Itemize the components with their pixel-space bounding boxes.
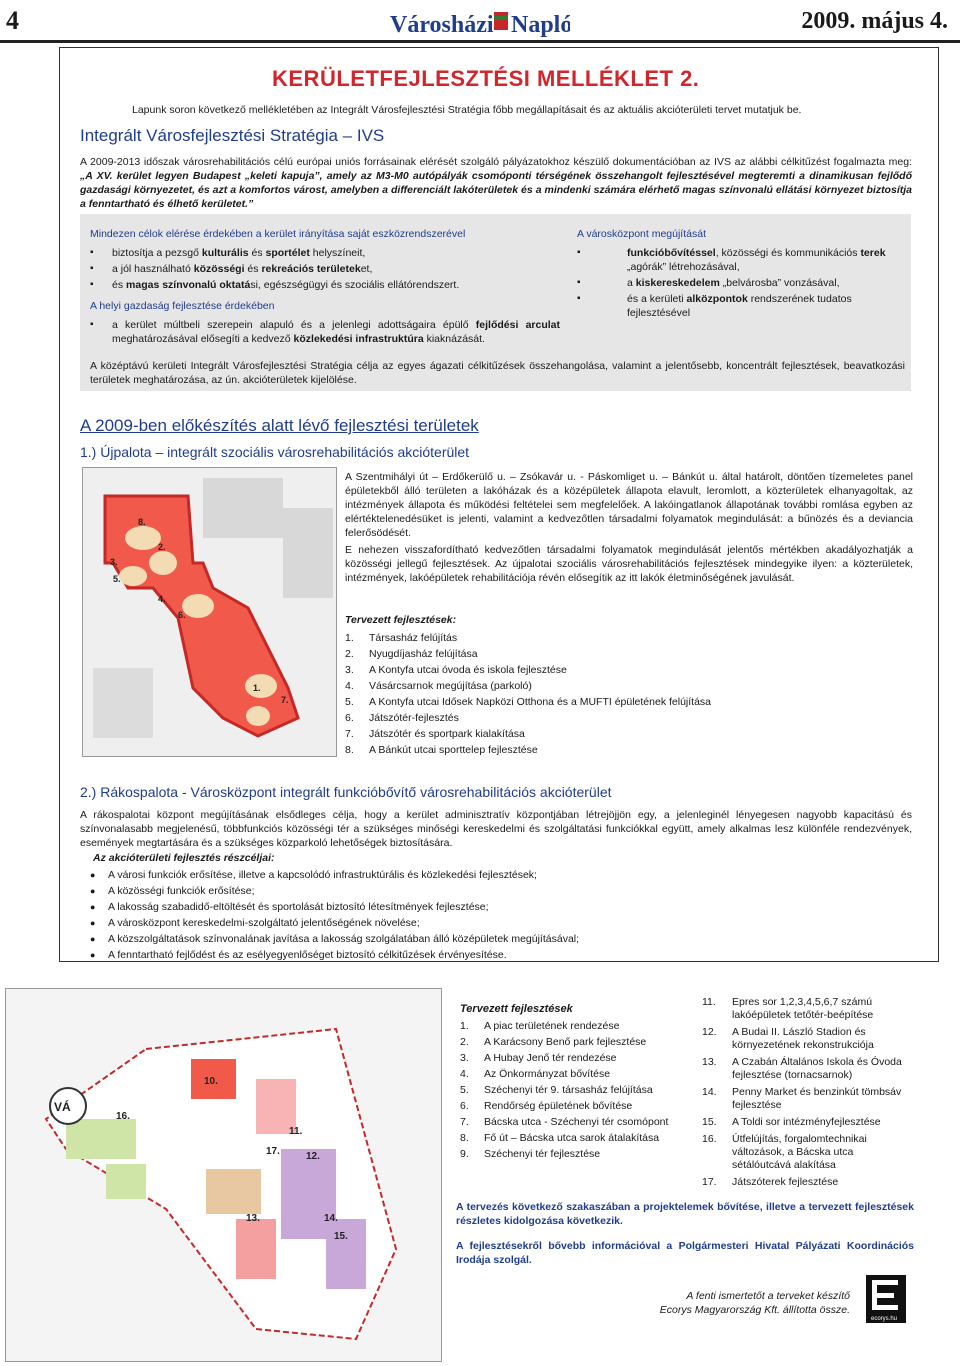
map-badge: VÁ [54, 1100, 71, 1114]
issue-date: 2009. május 4. [801, 8, 948, 34]
subgoal-item: ● A lakosság szabadidő-eltöltését és sportolását biztosító létesítmények fejlesztése; [88, 899, 908, 915]
planned-item: 15. A Toldi sor intézményfejlesztése [702, 1116, 881, 1128]
area2-subgoals-list [88, 867, 908, 963]
map-label: 1. [253, 683, 261, 693]
supplement-title: KERÜLETFEJLESZTÉSI MELLÉKLET 2. [272, 66, 700, 91]
ivs-lead: A 2009-2013 időszak városrehabilitációs célú európai uniós forrásainak elérését szolgáló pályázatokhoz készülő dokumentációban az IVS az alábbi célkitűzést fogalmazta meg: [80, 156, 912, 168]
planned-item: 1. Társasház felújítás [345, 632, 458, 644]
ivs-quote: „A XV. kerület legyen Budapest „keleti kapuja”, amely az M3-M0 autópályák csomóponti térségének összehangolt fejlesztésével megteremti a dinamikusan fejlődő gazdasági környezetet, és azt a komfortos várost, amelyben a differenciált lakóterületek és a mindenki számára elérhető magas színvonalú ellátási környezet biztosítja a fenntartható és élhető kerületet.” [80, 170, 912, 210]
planned-item: 17. Játszóterek fejlesztése [702, 1176, 839, 1188]
planned-item: 14. Penny Market és benzinkút tömbsáv fejlesztése [702, 1086, 902, 1111]
map-label: 11. [289, 1126, 303, 1137]
map-label: 8. [138, 517, 146, 527]
planned-item: 7. Játszótér és sportpark kialakítása [345, 728, 525, 740]
planned-item: 4. Vásárcsarnok megújítása (parkoló) [345, 680, 532, 692]
area2-heading: 2.) Rákospalota - Városközpont integrált funkcióbővítő városrehabilitációs akcióterület [80, 784, 612, 800]
map-label: 6. [178, 610, 186, 620]
section-heading: A 2009-ben előkészítés alatt lévő fejlesztési területek [80, 416, 479, 435]
goal-item: ▪ és magas színvonalú oktatási, egészségügyi és szociális ellátórendszert. [90, 278, 560, 292]
area1-paragraph-2: E nehezen visszafordítható kedvezőtlen társadalmi folyamatok megindulását jelentős mértékben akadályozhatják a közösségi jellegű fejlesztések. Az újpalotai szociális városrehabilitációs fejlesztések mindegyike ilyen: a közterületek, intézmények, lakóépületek rehabilitációja révén elősegítik az itt lakók életminőségének javulását. [345, 544, 913, 584]
planned-item: 2. A Karácsony Benő park fejlesztése [460, 1036, 647, 1048]
credit-line-2: Ecorys Magyarország Kft. állította össze. [659, 1304, 850, 1316]
planned-item: 8. Fő út – Bácska utca sarok átalakítása [460, 1132, 660, 1144]
economy-item: ▪ a kerület múltbeli szerepein alapuló és a jelenlegi adottságaira épülő fejlődési arculat meghatározásával elősegíti a kedvező közlekedési infrastruktúra kiaknázását. [90, 318, 560, 346]
map-label: 13. [246, 1213, 260, 1224]
subgoal-item: ● A fenntartható fejlődést és az esélyegyenlőséget biztosító célkitűzések érvényesítése. [88, 947, 908, 963]
map-label: 7. [281, 695, 289, 705]
ujpalota-map [82, 467, 337, 757]
planned-item: 1. A piac területének rendezése [460, 1020, 620, 1032]
planned-item: 4. Az Önkormányzat bővítése [460, 1068, 611, 1080]
box-footer: A középtávú kerületi Integrált Városfejlesztési Stratégia célja az egyes ágazati célkitűzések összehangolása, valamint a jelentősebb, koncentrált fejlesztések, beavatkozási területek meghatározása, az ún. akcióterületek kijelölése. [90, 360, 905, 386]
map-label: 14. [324, 1213, 338, 1224]
intro-text: Lapunk soron következő mellékletében az Integrált Városfejlesztési Stratégia főbb megállapításait és az aktuális akcióterületi tervet mutatjuk be. [132, 104, 802, 116]
economy-heading: A helyi gazdaság fejlesztése érdekében [90, 300, 275, 312]
goals-right-column [577, 227, 887, 322]
goals-left-list [90, 246, 560, 292]
next-steps-note: A tervezés következő szakaszában a projektelemek bővítése, illetve a tervezett fejlesztések részletes kidolgozása következik. [456, 1201, 914, 1227]
ivs-heading: Integrált Városfejlesztési Stratégia – IVS [80, 126, 385, 145]
area1-paragraph-1: A Szentmihályi út – Erdőkerülő u. – Zsókavár u. - Páskomliget u. – Bánkút u. által határolt, döntően tízemeletes panel épületekből álló területen a lakóházak és a középületek állapota elavult, leromlott, a közterületek elhanyagoltak, az intézmények állapota és működési feltételei sem megfelelőek. A lakóingatlanok állapotának további romlása egyben az elértéktelenedésüket is jelenti, valamint a kedvezőtlen társadalmi folyamatok megindulását: a bűnözés és a deviancia felerősödését. [345, 471, 913, 539]
map-label: 16. [116, 1111, 130, 1122]
planned-item: 5. Széchenyi tér 9. társasház felújítása [460, 1084, 653, 1096]
rakospalota-map [5, 988, 442, 1362]
area2-subgoals-heading: Az akcióterületi fejlesztés részcéljai: [93, 852, 275, 864]
planned-item: 9. Széchenyi tér fejlesztése [460, 1148, 601, 1160]
goal-item: ▪ biztosítja a pezsgő kulturális és sportélet helyszíneit, [90, 246, 560, 260]
map-label: 3. [110, 557, 118, 567]
credit-line-1: A fenti ismertetőt a terveket készítő [686, 1290, 850, 1302]
map-label: 2. [158, 542, 166, 552]
rakospalota-map-graphic [6, 989, 441, 1361]
ivs-paragraph [80, 155, 912, 211]
svg-text:Napló: Napló [511, 12, 570, 38]
planned-item: 6. Rendőrség épületének bővítése [460, 1100, 633, 1112]
area1-planned-list [345, 630, 905, 758]
economy-list [90, 318, 560, 346]
map-label: 15. [334, 1231, 348, 1242]
planned-item: 11. Epres sor 1,2,3,4,5,6,7 számú lakóépületek tetőtér-beépítése [702, 996, 874, 1021]
goals-left-heading: Mindezen célok elérése érdekében a kerület irányítása saját eszközrendszerével [90, 228, 466, 240]
logo-caption: ecorys.hu [871, 1316, 898, 1322]
area1-planned-heading: Tervezett fejlesztések: [345, 614, 457, 626]
map-label: 10. [204, 1076, 218, 1087]
newspaper-masthead [390, 2, 570, 44]
planned-item: 12. A Budai II. László Stadion és környezetének rekonstrukciója [702, 1026, 874, 1051]
planned-item: 8. A Bánkút utcai sporttelep fejlesztése [345, 744, 538, 756]
header-rule [0, 40, 960, 43]
area1-heading: 1.) Újpalota – integrált szociális városrehabilitációs akcióterület [80, 444, 470, 460]
page-number: 4 [6, 6, 19, 35]
planned-item: 16. Útfelújítás, forgalomtechnikai változások, a Bácska utca sétálóutcává alakítása [702, 1133, 867, 1171]
planned-item: 13. A Czabán Általános Iskola és Óvoda fejlesztése (tornacsarnok) [702, 1056, 902, 1081]
center-heading: A városközpont megújítását [577, 228, 706, 240]
area2-paragraph: A rákospalotai központ megújításának elsődleges célja, hogy a kerület adminisztratív központjában létrejöjjön egy, a jelenleginél lényegesen nagyobb kapacitású és színvonalasabb megjelenésű, többfunkciós közösségi tér a szükséges minőségi kereskedelmi és szolgáltatási funkciókkal együtt, amely alkalmas lesz különféle rendezvények, események megtartására és a szükséges közparkoló lehetőségek biztosítására. [80, 809, 912, 849]
planned-item: 7. Bácska utca - Széchenyi tér csomópont [460, 1116, 669, 1128]
goal-item: ▪ a jól használható közösségi és rekreációs területeket, [90, 262, 560, 276]
planned-item: 3. A Hubay Jenő tér rendezése [460, 1052, 617, 1064]
masthead-logo [390, 2, 570, 44]
planned-item: 3. A Kontyfa utcai óvoda és iskola fejlesztése [345, 664, 567, 676]
map-label: 12. [306, 1151, 320, 1162]
planned-item: 2. Nyugdíjasház felújítása [345, 648, 478, 660]
svg-text:Városházi: Városházi [390, 12, 494, 38]
center-item: ▪ funkcióbővítéssel, közösségi és kommunikációs terek „agórák” létrehozásával, [577, 246, 887, 274]
bottom-planned-heading: Tervezett fejlesztések [460, 1003, 573, 1015]
map-label: 5. [113, 574, 121, 584]
center-item: ▪ és a kerületi alközpontok rendszerének tudatos fejlesztésével [577, 292, 887, 320]
contact-note: A fejlesztésekről bővebb információval a Polgármesteri Hivatal Pályázati Koordinációs Irodája szolgál. [456, 1240, 914, 1266]
subgoal-item: ● A közösségi funkciók erősítése; [88, 883, 908, 899]
bottom-planned-left [460, 1018, 685, 1162]
planned-item: 6. Játszótér-fejlesztés [345, 712, 459, 724]
subgoal-item: ● A városközpont kereskedelmi-szolgáltató jelentőségének növelése; [88, 915, 908, 931]
center-item: ▪ a kiskereskedelem „belvárosba” vonzásával, [577, 276, 887, 290]
ecorys-logo-icon [866, 1275, 906, 1323]
ecorys-logo [866, 1275, 906, 1323]
bottom-planned-right [702, 996, 912, 1193]
subgoal-item: ● A városi funkciók erősítése, illetve a kapcsolódó infrastruktúrális és közlekedési fejlesztések; [88, 867, 908, 883]
planned-item: 5. A Kontyfa utcai Idősek Napközi Otthona és a MUFTI épületének felújítása [345, 696, 712, 708]
center-list [577, 246, 887, 320]
ujpalota-map-graphic [83, 468, 336, 756]
map-label: 17. [266, 1146, 280, 1157]
subgoal-item: ● A közszolgáltatások színvonalának javítása a lakosság szolgálatában álló középületek megújításával; [88, 931, 908, 947]
goals-left-column [90, 227, 560, 348]
map-label: 4. [158, 594, 166, 604]
